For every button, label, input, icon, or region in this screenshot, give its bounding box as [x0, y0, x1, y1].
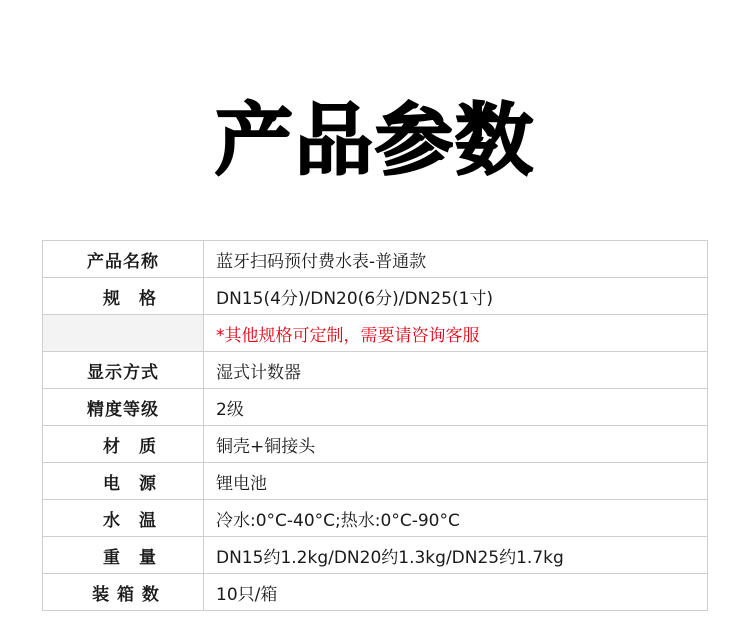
spec-label-cell: 规 格 — [43, 278, 204, 315]
page-title: 产品参数 — [214, 96, 535, 186]
spec-note-cell: *其他规格可定制，需要请咨询客服 — [204, 315, 708, 352]
table-row — [43, 315, 708, 352]
spec-label-cell: 水 温 — [43, 500, 204, 537]
spec-label-cell: 显示方式 — [43, 352, 204, 389]
page-title-block — [0, 0, 750, 186]
spec-label-cell: 装 箱 数 — [43, 574, 204, 611]
spec-label-cell: 产品名称 — [43, 241, 204, 278]
table-row — [43, 241, 708, 278]
spec-table — [42, 240, 708, 611]
spec-value-cell: DN15(4分)/DN20(6分)/DN25(1寸) — [204, 278, 708, 315]
table-row — [43, 389, 708, 426]
spec-value-cell: DN15约1.2kg/DN20约1.3kg/DN25约1.7kg — [204, 537, 708, 574]
spec-value-cell: 2级 — [204, 389, 708, 426]
table-row — [43, 500, 708, 537]
table-row — [43, 537, 708, 574]
spec-value-cell: 湿式计数器 — [204, 352, 708, 389]
spec-table-container — [0, 240, 750, 611]
spec-table-body — [43, 241, 708, 611]
table-row — [43, 352, 708, 389]
spec-label-cell: 电 源 — [43, 463, 204, 500]
table-row — [43, 426, 708, 463]
table-row — [43, 574, 708, 611]
spec-label-cell: 重 量 — [43, 537, 204, 574]
spec-label-cell: 精度等级 — [43, 389, 204, 426]
spec-label-cell: 材 质 — [43, 426, 204, 463]
spec-value-cell: 蓝牙扫码预付费水表-普通款 — [204, 241, 708, 278]
spec-label-cell — [43, 315, 204, 352]
table-row — [43, 463, 708, 500]
table-row — [43, 278, 708, 315]
spec-value-cell: 10只/箱 — [204, 574, 708, 611]
spec-value-cell: 锂电池 — [204, 463, 708, 500]
spec-value-cell: 冷水:0°C-40°C;热水:0°C-90°C — [204, 500, 708, 537]
spec-value-cell: 铜壳+铜接头 — [204, 426, 708, 463]
